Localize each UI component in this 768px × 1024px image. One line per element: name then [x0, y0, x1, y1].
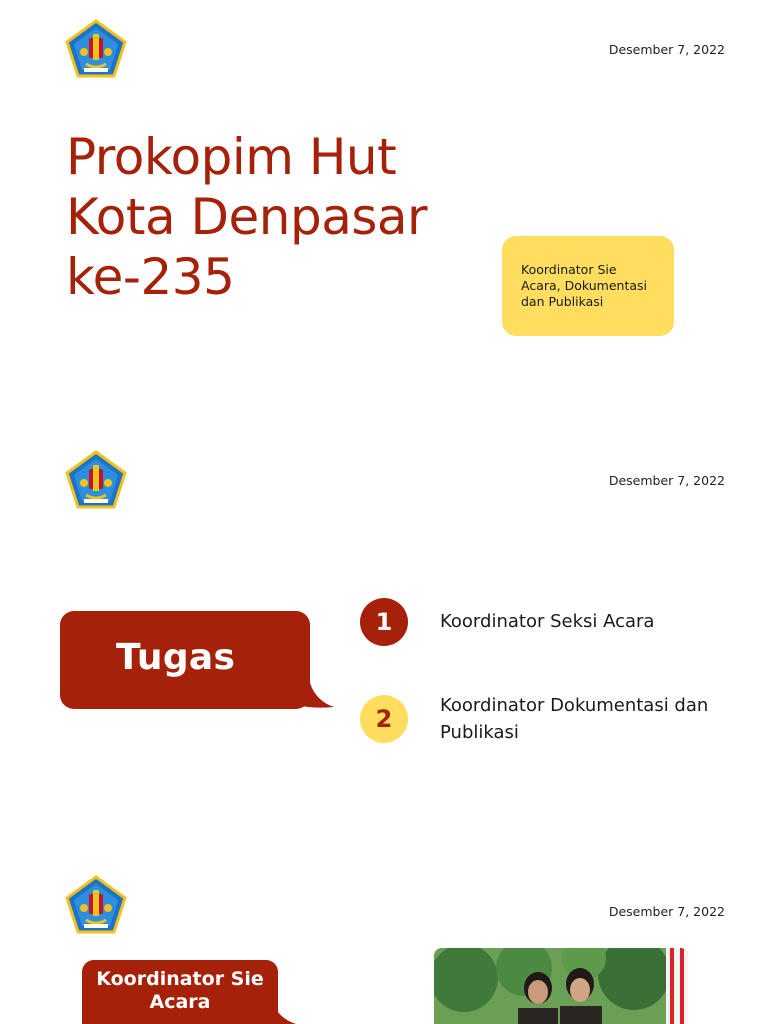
denpasar-city-emblem-icon [64, 449, 128, 513]
slide-title [0, 0, 768, 431]
slide-koordinator-acara [0, 862, 768, 1024]
denpasar-city-emblem-icon [64, 18, 128, 82]
role-note-bubble: Koordinator Sie Acara, Dokumentasi dan Publikasi [502, 236, 674, 336]
slide-tasks [0, 431, 768, 862]
task-text: Koordinator Dokumentasi dan Publikasi [440, 695, 709, 743]
slide-date: Desember 7, 2022 [608, 42, 725, 57]
tasks-heading-bubble: Tugas [60, 611, 310, 709]
speech-bubble-tail [296, 683, 334, 709]
koordinator-heading-bubble: Koordinator Sie Acara [82, 960, 278, 1024]
task-number-badge: 1 [360, 598, 408, 646]
event-photo [434, 948, 688, 1024]
denpasar-city-emblem-icon [64, 874, 128, 938]
page-title: Prokopim Hut Kota Denpasar ke-235 [66, 128, 428, 306]
task-number-badge: 2 [360, 695, 408, 743]
task-text: Koordinator Seksi Acara [440, 611, 655, 632]
slide-date: Desember 7, 2022 [608, 904, 725, 919]
slide-date: Desember 7, 2022 [608, 473, 725, 488]
speech-bubble-tail [266, 1012, 296, 1024]
